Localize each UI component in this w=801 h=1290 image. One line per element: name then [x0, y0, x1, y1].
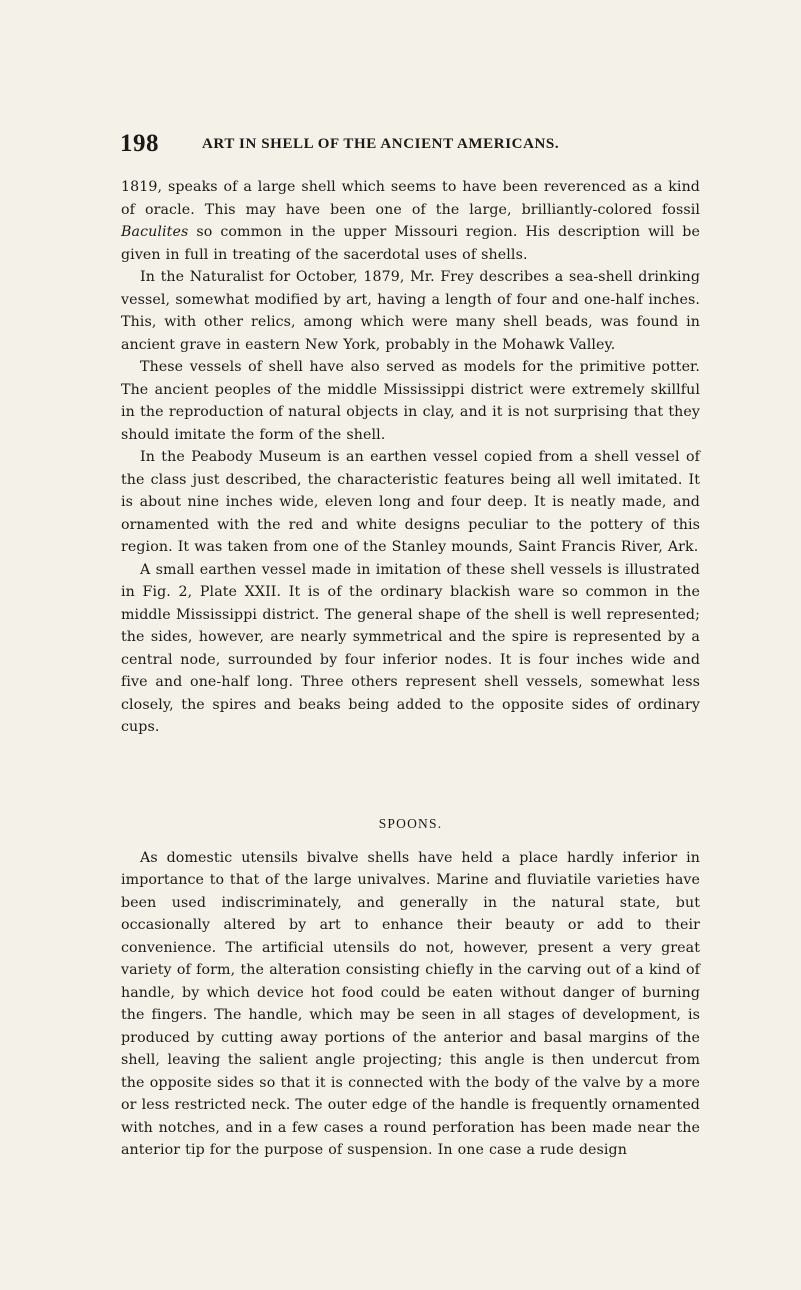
- paragraph-spoons: As domestic utensils bivalve shells have held a place hardly inferior in importance to that of the large univalves. Marine and fluviatile varieties have been used indiscriminately, and generally in the natural state, but occasionally altered by art to enhance their beauty or add to their convenience. The artificial utensils do not, however, present a very great variety of form, the alteration consisting chiefly in the carving out of a kind of handle, by which device hot food could be eaten without danger of burning the fingers. The handle, which may be seen in all stages of development, is produced by cutting away portions of the anterior and basal margins of the shell, leaving the salient angle projecting; this angle is then undercut from the opposite sides so that it is connected with the body of the valve by a more or less restricted neck. The outer edge of the handle is frequently ornamented with notches, and in a few cases a round perforation has been made near the anterior tip for the purpose of suspension. In one case a rude design: [121, 849, 700, 1158]
- paragraph-text: so common in the upper Missouri region. His description will be given in full in treating of the sacerdotal uses of shells.: [121, 224, 700, 263]
- paragraph-earthen-vessel: A small earthen vessel made in imitation of these shell vessels is illustrated in Fig. 2, Plate XXII. It is of the ordinary blackish ware so common in the middle Mississippi district. The general shape of the shell is well represented; the sides, however, are nearly symmetrical and the spire is represented by a central node, surrounded by four inferior nodes. It is four inches wide and five and one-half long. Three others represent shell vessels, somewhat less closely, the spires and beaks being added to the opposite sides of ordinary cups.: [121, 561, 700, 735]
- body-text: [121, 176, 700, 1162]
- italic-term: Baculites: [121, 224, 189, 240]
- paragraph-peabody: In the Peabody Museum is an earthen vessel copied from a shell vessel of the class just described, the characteristic features being all well imitated. It is about nine inches wide, eleven long and four deep. It is neatly made, and ornamented with the red and white designs peculiar to the pottery of this region. It was taken from one of the Stanley mounds, Saint Francis River, Ark.: [121, 449, 700, 555]
- paragraph-potter: These vessels of shell have also served as models for the primitive potter. The ancient peoples of the middle Mississippi district were extremely skillful in the reproduction of natural objects in clay, and it is not surprising that they should imitate the form of the shell.: [121, 359, 700, 443]
- section-heading: SPOONS.: [378, 815, 443, 831]
- paragraph-text: 1819, speaks of a large shell which seems to have been reverenced as a kind of oracle. This may have been one of the large, brilliantly-colored fossil: [121, 179, 700, 218]
- paragraph-naturalist: In the Naturalist for October, 1879, Mr. Frey describes a sea-shell drinking vessel, somewhat modified by art, having a length of four and one-half inches. This, with other relics, among which were many shell beads, was found in ancient grave in eastern New York, probably in the Mohawk Valley.: [121, 269, 700, 353]
- paragraph-continued: [121, 176, 700, 266]
- running-head: [120, 130, 700, 160]
- page-number: 198: [120, 130, 159, 157]
- running-title: ART IN SHELL OF THE ANCIENT AMERICANS.: [202, 136, 560, 152]
